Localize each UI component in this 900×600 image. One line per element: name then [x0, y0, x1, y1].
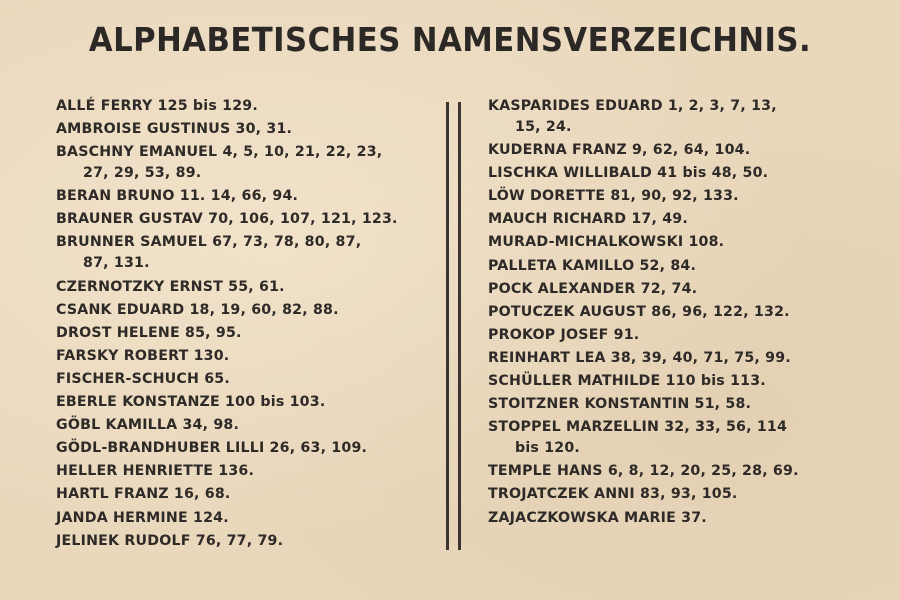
- entry-text: STOITZNER KONSTANTIN 51, 58.: [488, 396, 752, 413]
- entry-text: AMBROISE GUSTINUS 30, 31.: [56, 121, 293, 138]
- entry-text: JELINEK RUDOLF 76, 77, 79.: [56, 532, 284, 549]
- index-entry: [56, 392, 431, 413]
- entry-continuation: 27, 29, 53, 89.: [83, 165, 202, 182]
- entry-text: REINHART LEA 38, 39, 40, 71, 75, 99.: [488, 349, 791, 366]
- entry-text: STOPPEL MARZELLIN 32, 33, 56, 114: [488, 419, 788, 436]
- entry-text: TEMPLE HANS 6, 8, 12, 20, 25, 28, 69.: [488, 463, 799, 480]
- entry-text: MURAD-MICHALKOWSKI 108.: [488, 234, 725, 251]
- index-entry: [56, 369, 431, 390]
- entry-text: CSANK EDUARD 18, 19, 60, 82, 88.: [56, 301, 339, 318]
- entry-text: GÖDL-BRANDHUBER LILLI 26, 63, 109.: [56, 440, 368, 457]
- index-entry: [56, 232, 431, 274]
- index-entry: [488, 302, 868, 323]
- entry-text: LISCHKA WILLIBALD 41 bis 48, 50.: [488, 165, 769, 182]
- entry-text: DROST HELENE 85, 95.: [56, 324, 242, 341]
- index-entry: [488, 348, 868, 369]
- index-entry: [56, 484, 431, 505]
- index-entry: [488, 484, 868, 505]
- index-entry: [56, 323, 431, 344]
- entry-text: BASCHNY EMANUEL 4, 5, 10, 21, 22, 23,: [56, 144, 383, 161]
- entry-text: FISCHER-SCHUCH 65.: [56, 370, 230, 387]
- index-entry: [56, 186, 431, 207]
- entry-text: ZAJACZKOWSKA MARIE 37.: [488, 509, 707, 526]
- index-entry: [488, 232, 868, 253]
- index-entry: [56, 119, 431, 140]
- index-entry: [56, 461, 431, 482]
- index-entry: [56, 415, 431, 436]
- page-title: ALPHABETISCHES NAMENSVERZEICHNIS.: [88, 20, 812, 59]
- index-entry: [488, 417, 868, 459]
- index-entry: [56, 142, 431, 184]
- index-entry: [56, 346, 431, 367]
- entry-text: BRAUNER GUSTAV 70, 106, 107, 121, 123.: [56, 211, 398, 228]
- index-entry: [488, 209, 868, 230]
- entry-text: PALLETA KAMILLO 52, 84.: [488, 257, 697, 274]
- column-divider-line: [458, 102, 461, 550]
- index-entry: [56, 277, 431, 298]
- entry-text: HELLER HENRIETTE 136.: [56, 463, 255, 480]
- column-divider-line: [446, 102, 449, 550]
- entry-continuation: 15, 24.: [515, 119, 572, 135]
- entry-text: PROKOP JOSEF 91.: [488, 326, 640, 343]
- entry-text: CZERNOTZKY ERNST 55, 61.: [56, 278, 285, 295]
- index-column-right: [488, 96, 868, 531]
- index-entry: [56, 209, 431, 230]
- index-entry: [488, 163, 868, 184]
- entry-text: BERAN BRUNO 11. 14, 66, 94.: [56, 188, 299, 205]
- entry-text: TROJATCZEK ANNI 83, 93, 105.: [488, 486, 738, 503]
- entry-text: BRUNNER SAMUEL 67, 73, 78, 80, 87,: [56, 234, 362, 251]
- index-entry: [488, 279, 868, 300]
- entry-text: FARSKY ROBERT 130.: [56, 347, 230, 364]
- entry-text: SCHÜLLER MATHILDE 110 bis 113.: [488, 373, 766, 390]
- entry-continuation: 87, 131.: [83, 255, 150, 272]
- index-entry: [488, 96, 868, 138]
- entry-text: EBERLE KONSTANZE 100 bis 103.: [56, 394, 326, 411]
- entry-text: ALLÉ FERRY 125 bis 129.: [56, 98, 258, 114]
- index-entry: [488, 140, 868, 161]
- index-entry: [56, 531, 431, 552]
- index-entry: [56, 300, 431, 321]
- index-entry: [56, 96, 431, 117]
- index-column-left: [56, 96, 431, 554]
- entry-text: LÖW DORETTE 81, 90, 92, 133.: [488, 188, 739, 205]
- index-entry: [488, 186, 868, 207]
- entry-text: KASPARIDES EDUARD 1, 2, 3, 7, 13,: [488, 98, 777, 114]
- index-entry: [488, 461, 868, 482]
- index-entry: [488, 394, 868, 415]
- entry-text: JANDA HERMINE 124.: [56, 509, 229, 526]
- entry-text: POTUCZEK AUGUST 86, 96, 122, 132.: [488, 303, 790, 320]
- index-entry: [56, 438, 431, 459]
- index-entry: [488, 508, 868, 529]
- entry-text: POCK ALEXANDER 72, 74.: [488, 280, 698, 297]
- entry-text: HARTL FRANZ 16, 68.: [56, 486, 231, 503]
- index-entry: [56, 508, 431, 529]
- entry-text: GÖBL KAMILLA 34, 98.: [56, 417, 240, 434]
- entry-continuation: bis 120.: [515, 440, 581, 457]
- entry-text: KUDERNA FRANZ 9, 62, 64, 104.: [488, 142, 751, 159]
- entry-text: MAUCH RICHARD 17, 49.: [488, 211, 688, 228]
- index-entry: [488, 371, 868, 392]
- index-entry: [488, 256, 868, 277]
- index-entry: [488, 325, 868, 346]
